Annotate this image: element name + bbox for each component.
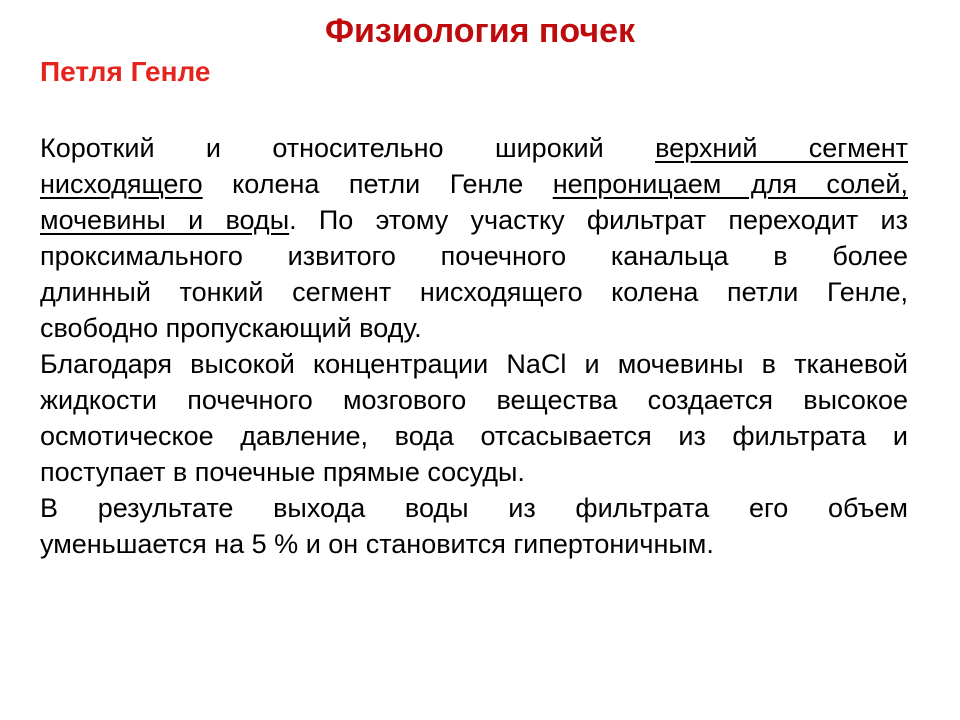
text-line — [40, 418, 908, 454]
underlined-text-segment: верхний сегмент — [655, 133, 908, 163]
text-segment: . По этому участку фильтрат переходит из — [289, 205, 908, 235]
text-line — [40, 238, 908, 274]
slide-subtitle: Петля Генле — [40, 56, 211, 87]
slide-title: Физиология почек — [324, 12, 636, 50]
text-segment: уменьшается на 5 % и он становится гипертоничным. — [40, 529, 714, 559]
underlined-text-segment: нисходящего — [40, 169, 203, 199]
text-segment: Короткий и относительно широкий — [40, 133, 656, 163]
text-line — [40, 166, 908, 202]
text-segment: Благодаря высокой концентрации NaCl и мочевины в тканевой — [40, 349, 908, 379]
text-segment: колена петли Генле — [202, 169, 553, 199]
text-line — [40, 202, 908, 238]
body-text — [40, 130, 908, 562]
underlined-text-segment: мочевины и воды — [40, 205, 290, 235]
text-segment: осмотическое давление, вода отсасывается из фильтрата и — [40, 421, 908, 451]
text-line — [40, 490, 908, 526]
text-segment: длинный тонкий сегмент нисходящего колена петли Генле, — [40, 277, 908, 307]
text-line — [40, 346, 908, 382]
text-line — [40, 382, 908, 418]
text-segment: поступает в почечные прямые сосуды. — [40, 457, 525, 487]
text-line — [40, 274, 908, 310]
text-segment: жидкости почечного мозгового вещества создается высокое — [40, 385, 908, 415]
text-segment: проксимального извитого почечного канальца в более — [40, 241, 908, 271]
text-line — [40, 526, 908, 562]
text-line — [40, 130, 908, 166]
text-line — [40, 454, 908, 490]
text-segment: В результате выхода воды из фильтрата его объем — [40, 493, 908, 523]
underlined-text-segment: непроницаем для солей, — [552, 169, 908, 199]
text-line — [40, 310, 908, 346]
text-segment: свободно пропускающий воду. — [40, 313, 422, 343]
